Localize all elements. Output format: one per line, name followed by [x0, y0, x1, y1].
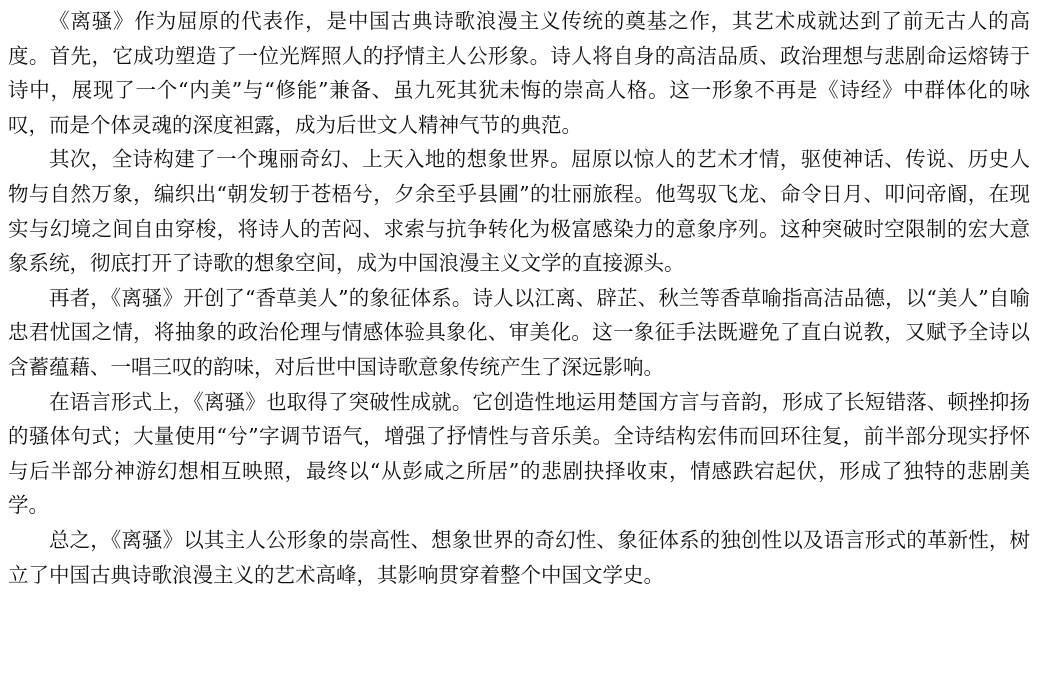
- paragraph-2: 其次，全诗构建了一个瑰丽奇幻、上天入地的想象世界。屈原以惊人的艺术才情，驱使神话、传说、历史人物与自然万象，编织出“朝发轫于苍梧兮，夕余至乎县圃”的壮丽旅程。他驾驭飞龙、命令日月、叩问帝阍，在现实与幻境之间自由穿梭，将诗人的苦闷、求索与抗争转化为极富感染力的意象序列。这种突破时空限制的宏大意象系统，彻底打开了诗歌的想象空间，成为中国浪漫主义文学的直接源头。: [8, 147, 1030, 276]
- paragraph-1: 《离骚》作为屈原的代表作，是中国古典诗歌浪漫主义传统的奠基之作，其艺术成就达到了前无古人的高度。首先，它成功塑造了一位光辉照人的抒情主人公形象。诗人将自身的高洁品质、政治理想与悲剧命运熔铸于诗中，展现了一个“内美”与“修能”兼备、虽九死其犹未悔的崇高人格。这一形象不再是《诗经》中群体化的咏叹，而是个体灵魂的深度袒露，成为后世文人精神气节的典范。: [8, 9, 1030, 137]
- paragraph-3: 再者，《离骚》开创了“香草美人”的象征体系。诗人以江离、辟芷、秋兰等香草喻指高洁品德，以“美人”自喻忠君忧国之情，将抽象的政治伦理与情感体验具象化、审美化。这一象征手法既避免了直白说教，又赋予全诗以含蓄蕴藉、一唱三叹的韵味，对后世中国诗歌意象传统产生了深远影响。: [8, 285, 1030, 379]
- paragraph-4: 在语言形式上，《离骚》也取得了突破性成就。它创造性地运用楚国方言与音韵，形成了长短错落、顿挫抑扬的骚体句式；大量使用“兮”字调节语气，增强了抒情性与音乐美。全诗结构宏伟而回环往复，前半部分现实抒怀与后半部分神游幻想相互映照，最终以“从彭咸之所居”的悲剧抉择收束，情感跌宕起伏，形成了独特的悲剧美学。: [8, 389, 1030, 518]
- paragraph-5: 总之，《离骚》以其主人公形象的崇高性、想象世界的奇幻性、象征体系的独创性以及语言形式的革新性，树立了中国古典诗歌浪漫主义的艺术高峰，其影响贯穿着整个中国文学史。: [8, 527, 1030, 587]
